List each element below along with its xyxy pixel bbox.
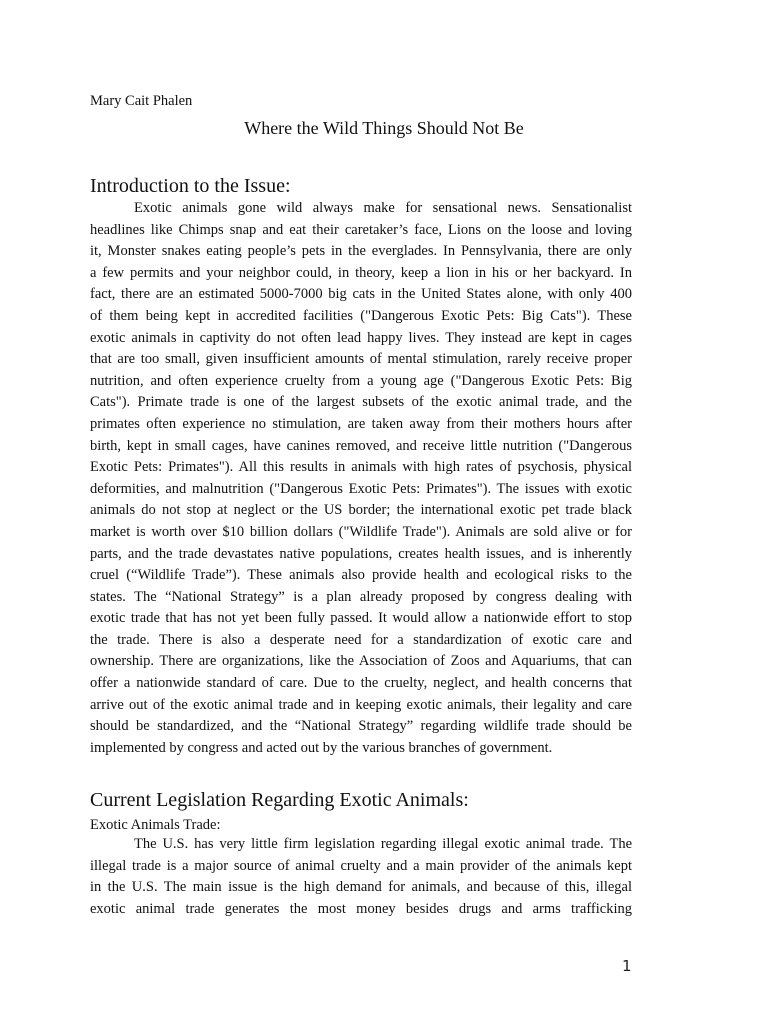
text-line: The U.S. has very little firm legislation regarding illegal exotic animal trade. The <box>134 836 632 852</box>
text-line: a few permits and your neighbor could, in theory, keep a lion in his or her backyard. In <box>90 264 632 281</box>
text-line: offer a nationwide standard of care. Due to the cruelty, neglect, and health concerns that <box>90 675 632 692</box>
text-line: exotic trade that has not yet been fully passed. It would allow a nationwide effort to stop <box>90 610 632 627</box>
introduction-paragraph <box>90 198 632 759</box>
text-line: exotic animals in captivity do not often lead happy lives. They instead are kept in cages <box>90 329 632 346</box>
text-line: cruel (“Wildlife Trade”). These animals also provide health and ecological risks to the <box>90 567 632 584</box>
text-line: ownership. There are organizations, like the Association of Zoos and Aquariums, that can <box>90 653 632 670</box>
document-title: Where the Wild Things Should Not Be <box>244 118 524 138</box>
text-line: nutrition, and often experience cruelty from a young age ("Dangerous Exotic Pets: Big <box>90 372 632 389</box>
section-heading-introduction: Introduction to the Issue: <box>90 175 291 197</box>
section-heading-legislation: Current Legislation Regarding Exotic Animals: <box>90 789 469 811</box>
text-line: market is worth over $10 billion dollars ("Wildlife Trade"). Animals are sold alive or for <box>90 523 632 540</box>
text-line: states. The “National Strategy” is a plan already proposed by congress dealing with <box>90 588 632 605</box>
text-line: in the U.S. The main issue is the high demand for animals, and because of this, illegal <box>90 879 632 896</box>
text-line: primates often experience no stimulation, are taken away from their mothers hours after <box>90 415 632 432</box>
text-line: birth, kept in small cages, have canines removed, and receive little nutrition ("Dangerous <box>90 437 632 454</box>
text-line: of them being kept in accredited facilities ("Dangerous Exotic Pets: Big Cats"). These <box>90 307 632 324</box>
text-line: that are too small, given insufficient amounts of mental stimulation, rarely receive proper <box>90 351 632 368</box>
text-line: should be standardized, and the “National Strategy” regarding wildlife trade should be <box>90 718 632 735</box>
text-line: parts, and the trade devastates native populations, creates health issues, and is inherently <box>90 545 632 562</box>
text-line: it, Monster snakes eating people’s pets in the everglades. In Pennsylvania, there are only <box>90 243 632 260</box>
text-line: illegal trade is a major source of animal cruelty and a main provider of the animals kept <box>90 857 632 874</box>
text-line: arrive out of the exotic animal trade and in keeping exotic animals, their legality and care <box>90 696 632 713</box>
text-line: headlines like Chimps snap and eat their caretaker’s face, Lions on the loose and loving <box>90 221 632 238</box>
subsection-heading-trade: Exotic Animals Trade: <box>90 817 221 833</box>
text-line: Exotic animals gone wild always make for sensational news. Sensationalist <box>134 200 632 216</box>
text-line: the trade. There is also a desperate need for a standardization of exotic care and <box>90 631 632 648</box>
text-line: deformities, and malnutrition ("Dangerous Exotic Pets: Primates"). The issues with exotic <box>90 480 632 497</box>
author-name: Mary Cait Phalen <box>90 93 193 109</box>
text-line: implemented by congress and acted out by the various branches of government. <box>90 739 553 756</box>
text-line: fact, there are an estimated 5000-7000 big cats in the United States alone, with only 400 <box>90 286 632 303</box>
text-line: Exotic Pets: Primates"). All this results in animals with high rates of psychosis, physical <box>90 459 632 476</box>
text-line: animals do not stop at neglect or the US border; the international exotic pet trade black <box>90 502 632 519</box>
legislation-paragraph <box>90 834 632 920</box>
text-line: exotic animal trade generates the most money besides drugs and arms trafficking <box>90 900 632 917</box>
page-number: 1 <box>622 957 632 975</box>
text-line: Cats"). Primate trade is one of the largest subsets of the exotic animal trade, and the <box>90 394 632 411</box>
